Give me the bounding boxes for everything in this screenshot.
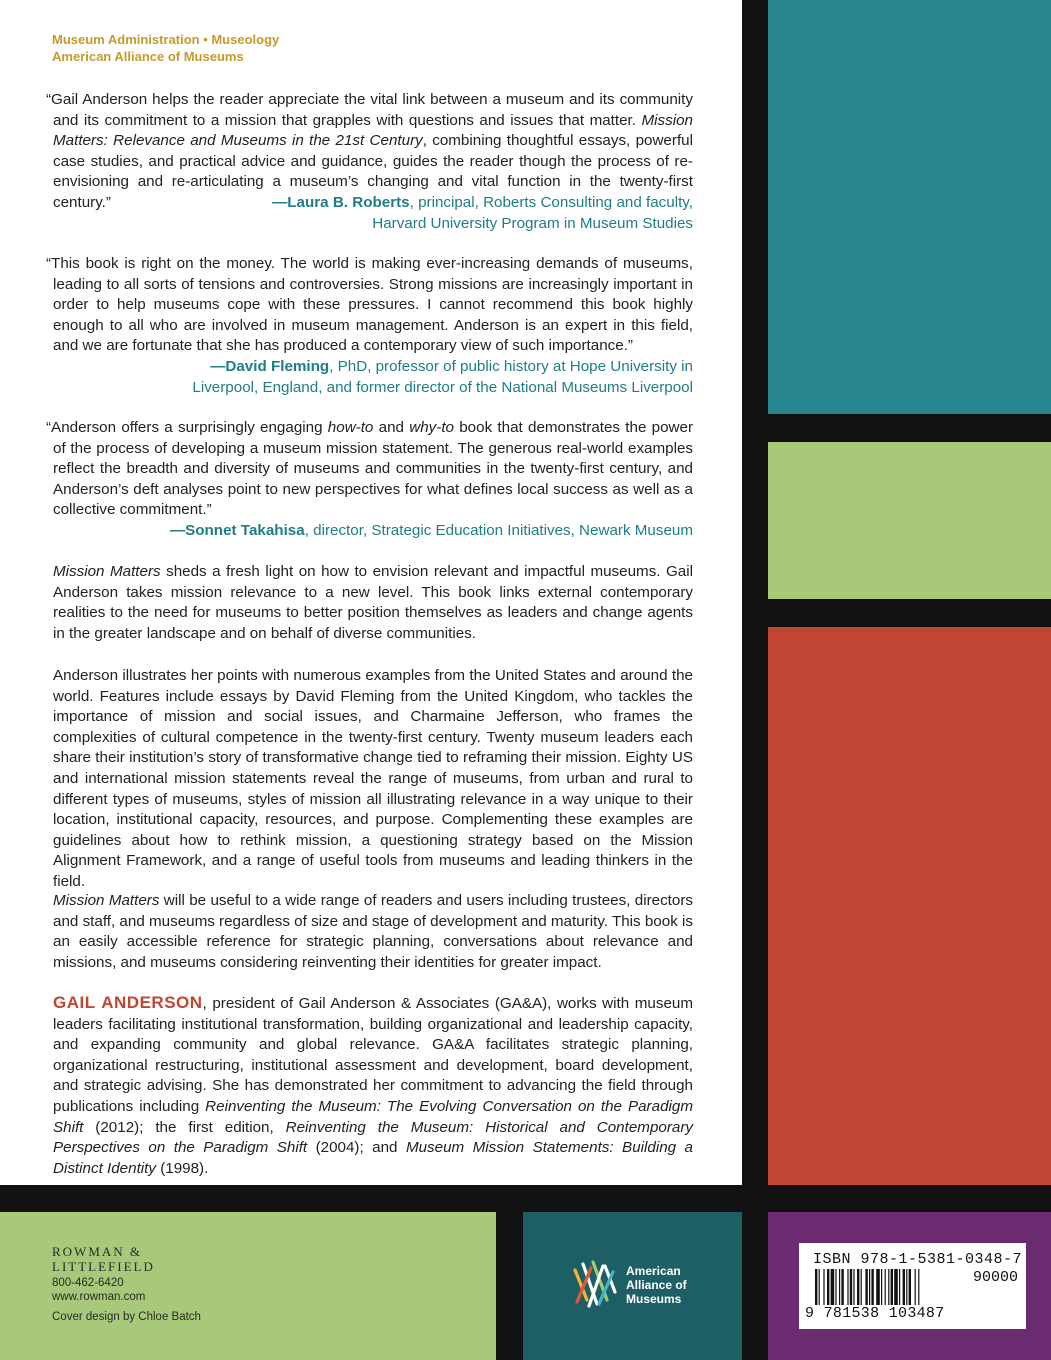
- description-1-book-title: Mission Matters: [53, 563, 161, 580]
- quote-3-attribution: [53, 521, 693, 542]
- aam-logo-line-3: Museums: [626, 1292, 682, 1306]
- publisher-name-line-1: ROWMAN &: [52, 1244, 143, 1259]
- aam-logo-text: [626, 1264, 687, 1306]
- description-paragraph-2: [53, 666, 693, 893]
- quote-3-author: —Sonnet Takahisa: [169, 521, 305, 539]
- author-bio-text-d: (1998).: [155, 1159, 209, 1177]
- author-bio-book-2: Reinventing the Museum: Historical and Contemporary Perspectives on the Paradigm Shift: [53, 1118, 693, 1157]
- quote-2-author: —David Fleming: [210, 357, 330, 375]
- red-color-block: [768, 627, 1051, 1185]
- quote-1-author: —Laura B. Roberts: [272, 193, 410, 211]
- description-paragraph-3: [53, 891, 693, 973]
- quote-3-affiliation-1: , director, Strategic Education Initiatives, Newark Museum: [304, 521, 693, 539]
- isbn-barcode: [799, 1243, 1026, 1329]
- description-2-text: Anderson illustrates her points with numerous examples from the United States and around the world. Features include essays by David Fleming from the United Kingdom, who tackles the importance of mission and social issues, and Charmaine Jefferson, who frames the complexities of cultural competence in the twenty-first century. Twenty museum leaders each share their institution’s story of transformative change tied to reframing their mission. Eighty US and international mission statements reveal the range of museums, from urban and rural to different types of museums, styles of mission all illustrating relevance in a way unique to their location, institutional capacity, resources, and purpose. Complementing these examples are guidelines about how to rethink mission, a questioning strategy based on the Mission Alignment Framework, and a range of useful tools from museums and leading thinkers in the field.: [53, 667, 693, 890]
- quote-2-attribution: [53, 357, 693, 378]
- barcode-bars-icon: [813, 1269, 963, 1305]
- endorsement-quote-1: [46, 90, 693, 234]
- description-1-text: sheds a fresh light on how to envision relevant and impactful museums. Gail Anderson takes mission relevance to a new level. This book links external contemporary realities to the need for museums to better position themselves as leaders and change agents in the greater landscape and on behalf of diverse communities.: [53, 563, 694, 642]
- aam-logo-line-1: American: [626, 1264, 681, 1278]
- author-bio: [53, 993, 693, 1179]
- quote-2-affiliation-2: Liverpool, England, and former director of the National Museums Liverpool: [192, 378, 693, 396]
- author-bio-text-c: (2004); and: [307, 1139, 406, 1157]
- quote-3-emphasis-2: why-to: [409, 419, 454, 436]
- quote-1-attribution: [243, 193, 693, 214]
- quote-1-text: “Gail Anderson helps the reader appreciate the vital link between a museum and its community and its commitment to a mission that grapples with questions and issues that matter.: [46, 91, 693, 129]
- quote-3-text-c: book that demonstrates the power of the process of developing a museum mission statement. The generous real-world examples reflect the breadth and diversity of museums and communities in the twenty-first century, and Anderson’s deft analyses point to new perspectives for what defines local success as well as a collective commitment.”: [53, 419, 694, 519]
- green-color-block: [768, 442, 1051, 599]
- category-line-2: American Alliance of Museums: [52, 49, 244, 64]
- endorsement-quote-2: [46, 254, 693, 398]
- isbn-number: ISBN 978-1-5381-0348-7: [813, 1251, 1023, 1268]
- quote-1-text-2: , combining thoughtful essays, powerful case studies, and practical advice and guidance, guides the reader though the process of re-envisioning and re-articulating a museum’s changing and vital function in the twenty-first century.”: [53, 132, 693, 211]
- author-name: GAIL ANDERSON: [53, 993, 203, 1012]
- quote-3-text-b: and: [373, 419, 410, 436]
- author-bio-book-1: Reinventing the Museum: The Evolving Conversation on the Paradigm Shift: [53, 1097, 693, 1136]
- quote-3-emphasis-1: how-to: [327, 419, 374, 436]
- price-code: 90000: [973, 1269, 1019, 1286]
- quote-1-affiliation-2: Harvard University Program in Museum Studies: [372, 214, 693, 232]
- publisher-phone: 800-462-6420: [52, 1277, 124, 1289]
- publisher-name-line-2: LITTLEFIELD: [52, 1259, 155, 1274]
- ean-digits: 9 781538 103487: [805, 1305, 945, 1322]
- description-paragraph-1: [53, 562, 693, 644]
- author-bio-text-b: (2012); the first edition,: [83, 1118, 286, 1136]
- quote-1-affiliation-1: , principal, Roberts Consulting and faculty,: [409, 193, 693, 211]
- aam-logo-line-2: Alliance of: [626, 1278, 687, 1292]
- description-3-book-title: Mission Matters: [53, 892, 160, 909]
- publisher-url: www.rowman.com: [52, 1291, 146, 1303]
- aam-logo-icon: [571, 1256, 621, 1312]
- author-bio-text-a: , president of Gail Anderson & Associates (GA&A), works with museum leaders facilitating institutional transformation, building organizational and leadership capacity, and expanding community and global relevance. GA&A facilitates strategic planning, organizational restructuring, institutional assessment and development, board development, and strategic advising. She has demonstrated her commitment to advancing the field through publications including: [53, 995, 693, 1115]
- endorsement-quote-3: [46, 418, 694, 542]
- description-3-text: will be useful to a wide range of readers and users including trustees, directors and staff, and museums regardless of size and stage of development and maturity. This book is an easily accessible reference for strategic planning, conversations about relevance and missions, and museums considering reinventing their identities for greater impact.: [53, 892, 693, 971]
- quote-2-text: “This book is right on the money. The world is making ever-increasing demands of museums, leading to all sorts of tensions and controversies. Strong missions are increasingly important in order to help museums cope with these pressures. I cannot recommend this book highly enough to all who are involved in museum management. Anderson is an expert in this field, and we are fortunate that she has produced a contemporary view of such importance.”: [46, 255, 693, 355]
- quote-3-text-a: “Anderson offers a surprisingly engaging: [46, 419, 328, 436]
- teal-color-block: [768, 0, 1051, 414]
- category-line-1: Museum Administration • Museology: [52, 32, 280, 47]
- quote-1-book-title: Mission Matters: Relevance and Museums in the 21st Century: [53, 111, 693, 150]
- cover-design-credit: Cover design by Chloe Batch: [52, 1311, 201, 1323]
- quote-2-affiliation-1: , PhD, professor of public history at Hope University in: [329, 357, 693, 375]
- author-bio-book-3: Museum Mission Statements: Building a Distinct Identity: [53, 1139, 693, 1177]
